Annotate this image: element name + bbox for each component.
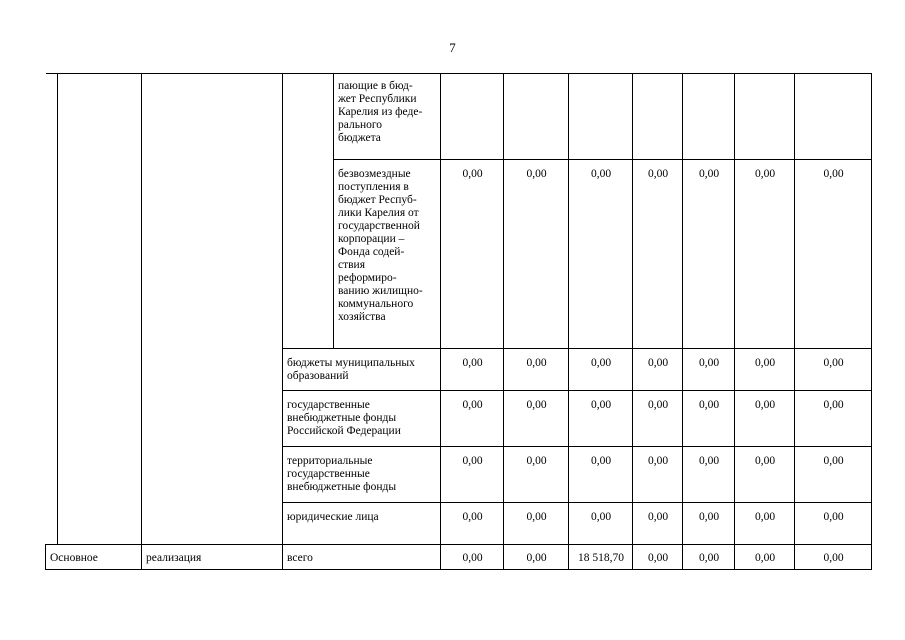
program-name-cell [142, 74, 283, 545]
budget-table [45, 73, 872, 570]
value-cell: 0,00 [569, 349, 633, 391]
value-cell: 0,00 [735, 391, 795, 447]
value-cell: 0,00 [569, 503, 633, 545]
value-cell [504, 74, 569, 160]
value-cell: 0,00 [569, 447, 633, 503]
source-group-cell [283, 74, 334, 349]
program-status-cell [58, 74, 142, 545]
source-label: юридические лица [283, 503, 441, 545]
program-status-label: Основное [46, 545, 142, 570]
page-number: 7 [449, 40, 456, 55]
value-cell [441, 74, 504, 160]
value-cell: 0,00 [441, 503, 504, 545]
value-cell: 0,00 [633, 447, 683, 503]
value-cell: 0,00 [441, 349, 504, 391]
source-total-label: всего [283, 545, 441, 570]
value-cell: 0,00 [633, 503, 683, 545]
value-cell: 0,00 [795, 447, 872, 503]
value-cell: 0,00 [735, 349, 795, 391]
value-cell: 0,00 [795, 545, 872, 570]
value-cell [735, 74, 795, 160]
source-label: бюджеты муниципальных образований [283, 349, 441, 391]
source-label: пающие в бюд- жет Республики Карелия из феде- рального бюджета [334, 74, 441, 160]
value-cell: 18 518,70 [569, 545, 633, 570]
value-cell: 0,00 [795, 391, 872, 447]
value-cell: 0,00 [795, 503, 872, 545]
value-cell: 0,00 [441, 545, 504, 570]
value-cell: 0,00 [504, 160, 569, 349]
lead-cell [46, 74, 58, 545]
value-cell: 0,00 [633, 391, 683, 447]
value-cell: 0,00 [569, 160, 633, 349]
value-cell: 0,00 [633, 545, 683, 570]
value-cell [795, 74, 872, 160]
value-cell: 0,00 [683, 503, 735, 545]
value-cell: 0,00 [504, 545, 569, 570]
value-cell: 0,00 [441, 391, 504, 447]
value-cell: 0,00 [504, 349, 569, 391]
table-row [46, 74, 872, 160]
value-cell [569, 74, 633, 160]
value-cell: 0,00 [633, 160, 683, 349]
value-cell: 0,00 [683, 160, 735, 349]
source-label: территориальные государственные внебюджетные фонды [283, 447, 441, 503]
source-label: государственные внебюджетные фонды Российской Федерации [283, 391, 441, 447]
value-cell: 0,00 [504, 391, 569, 447]
value-cell: 0,00 [735, 447, 795, 503]
value-cell [683, 74, 735, 160]
value-cell: 0,00 [795, 160, 872, 349]
table-row [46, 545, 872, 570]
program-name-label: реализация [142, 545, 283, 570]
value-cell: 0,00 [504, 447, 569, 503]
value-cell: 0,00 [683, 447, 735, 503]
value-cell: 0,00 [735, 160, 795, 349]
value-cell: 0,00 [735, 503, 795, 545]
value-cell: 0,00 [795, 349, 872, 391]
value-cell: 0,00 [683, 349, 735, 391]
value-cell: 0,00 [735, 545, 795, 570]
value-cell: 0,00 [633, 349, 683, 391]
value-cell: 0,00 [683, 391, 735, 447]
value-cell: 0,00 [441, 447, 504, 503]
value-cell: 0,00 [441, 160, 504, 349]
value-cell [633, 74, 683, 160]
source-label: безвозмездные поступления в бюджет Респуб- лики Карелия от государственной корпорации – Фонда содей- ствия реформиро- ванию жилищно- коммунального хозяйства [334, 160, 441, 349]
value-cell: 0,00 [569, 391, 633, 447]
value-cell: 0,00 [683, 545, 735, 570]
value-cell: 0,00 [504, 503, 569, 545]
